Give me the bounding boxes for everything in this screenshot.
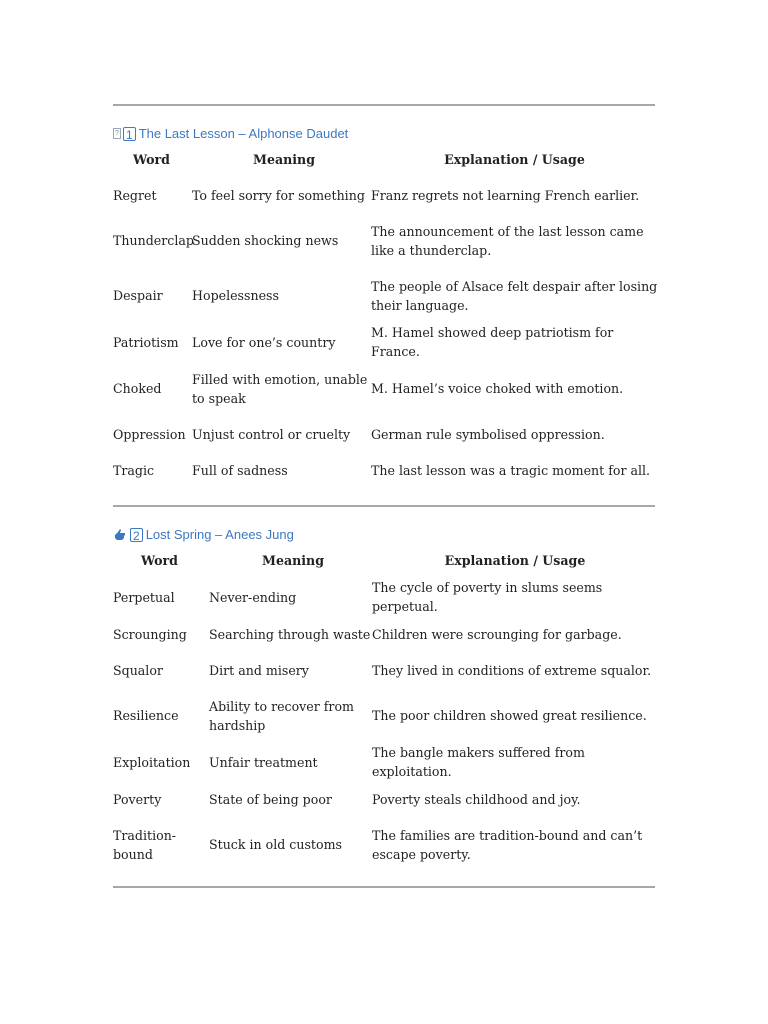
section-divider: [113, 505, 655, 507]
usage-cell: German rule symbolised oppression.: [371, 426, 605, 442]
meaning-cell: Never-ending: [209, 589, 297, 605]
table-row: [113, 652, 658, 688]
usage-cell: Franz regrets not learning French earlier.: [371, 187, 640, 203]
usage-cell: The people of Alsace felt despair after losing their language.: [371, 278, 658, 313]
section-1-heading: [113, 126, 348, 141]
meaning-cell: Sudden shocking news: [192, 233, 339, 248]
table-row: [113, 578, 658, 616]
meaning-cell: Unjust control or cruelty: [192, 426, 351, 442]
header-word: Word: [133, 152, 170, 167]
word-cell: Regret: [113, 187, 157, 203]
table-row: [113, 781, 658, 817]
word-cell: Poverty: [113, 791, 162, 807]
meaning-cell: Love for one’s country: [192, 334, 336, 350]
section-2-number: 2: [130, 528, 143, 542]
meaning-cell: Dirt and misery: [209, 662, 309, 678]
usage-cell: Children were scrounging for garbage.: [372, 626, 622, 642]
bottom-divider: [113, 886, 655, 888]
table-header-row: [113, 551, 658, 578]
meaning-cell: Filled with emotion, unable to speak: [192, 371, 368, 406]
table-row: [113, 213, 658, 268]
usage-cell: The families are tradition-bound and can’t escape poverty.: [372, 827, 643, 862]
word-cell: Resilience: [113, 708, 179, 723]
meaning-cell: To feel sorry for something: [192, 187, 365, 203]
header-usage: Explanation / Usage: [444, 152, 585, 167]
word-cell: Thunderclap: [113, 233, 194, 248]
word-cell: Tragic: [113, 462, 155, 478]
table-row: [113, 817, 658, 872]
vocabulary-table-1: [113, 150, 658, 488]
word-cell: Despair: [113, 288, 163, 303]
table-row: [113, 616, 658, 652]
usage-cell: M. Hamel’s voice choked with emotion.: [371, 381, 624, 396]
section-2-heading: [113, 527, 294, 542]
usage-cell: The cycle of poverty in slums seems perpetual.: [372, 580, 603, 614]
section-1-number: 1: [123, 127, 136, 141]
header-word: Word: [141, 553, 178, 568]
table-row: [113, 361, 658, 416]
meaning-cell: Unfair treatment: [209, 754, 318, 770]
table-row: [113, 177, 658, 213]
table-row: [113, 268, 658, 323]
word-cell: Patriotism: [113, 334, 179, 350]
word-cell: Scrounging: [113, 626, 187, 642]
hand-icon: [113, 528, 127, 541]
meaning-cell: Searching through waste: [209, 626, 371, 642]
word-cell: Perpetual: [113, 589, 175, 605]
header-meaning: Meaning: [253, 152, 316, 167]
document-icon: ?: [113, 128, 121, 139]
table-row: [113, 743, 658, 781]
meaning-cell: State of being poor: [209, 791, 332, 807]
word-cell: Oppression: [113, 426, 186, 442]
top-divider: [113, 104, 655, 106]
usage-cell: Poverty steals childhood and joy.: [372, 791, 581, 807]
usage-cell: The last lesson was a tragic moment for all.: [371, 462, 651, 478]
usage-cell: The bangle makers suffered from exploitation.: [372, 745, 585, 779]
word-cell: Tradition-bound: [113, 827, 177, 862]
header-meaning: Meaning: [262, 553, 325, 568]
meaning-cell: Ability to recover from hardship: [209, 698, 354, 733]
meaning-cell: Stuck in old customs: [209, 837, 342, 852]
header-usage: Explanation / Usage: [444, 553, 586, 568]
word-cell: Squalor: [113, 662, 163, 678]
word-cell: Choked: [113, 381, 162, 396]
table-header-row: [113, 150, 658, 177]
table-row: [113, 323, 658, 361]
table-row: [113, 452, 658, 488]
usage-cell: The announcement of the last lesson came like a thunderclap.: [371, 223, 644, 258]
word-cell: Exploitation: [113, 754, 191, 770]
meaning-cell: Hopelessness: [192, 288, 279, 303]
usage-cell: The poor children showed great resilience.: [372, 708, 647, 723]
table-row: [113, 688, 658, 743]
usage-cell: They lived in conditions of extreme squalor.: [372, 662, 652, 678]
section-1-title: The Last Lesson – Alphonse Daudet: [138, 126, 349, 141]
usage-cell: M. Hamel showed deep patriotism for France.: [371, 325, 614, 359]
section-2-title: Lost Spring – Anees Jung: [145, 527, 294, 542]
table-row: [113, 416, 658, 452]
meaning-cell: Full of sadness: [192, 462, 288, 478]
vocabulary-table-2: [113, 551, 658, 872]
